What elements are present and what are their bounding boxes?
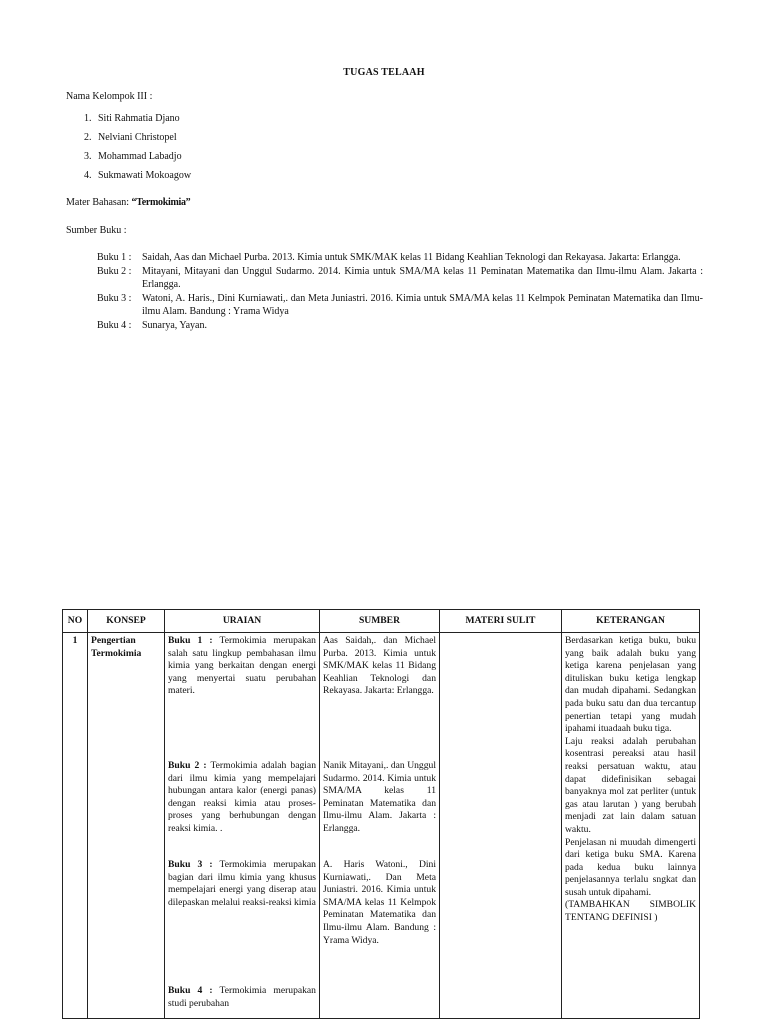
keterangan-entry: Penjelasan ni muudah dimengerti dari ketiga buku SMA. Karena pada kedua buku lainnya penjelasannya terlalu sngkat dan susah untuk dipahami.: [565, 836, 696, 898]
list-item: [84, 150, 191, 169]
table-row: [63, 633, 700, 1019]
source-label: Buku 1 :: [97, 252, 132, 263]
member-number: 4.: [84, 170, 92, 181]
sumber-entry: Nanik Mitayani,. dan Unggul Sudarmo. 2014. Kimia untuk SMA/MA kelas 11 Peminatan Matematika dan Ilmu-ilmu Alam. Jakarta : Erlangga.: [323, 760, 436, 834]
member-number: 3.: [84, 151, 92, 162]
source-text: Mitayani, Mitayani dan Unggul Sudarmo. 2014. Kimia untuk SMA/MA kelas 11 Peminatan Matematika dan Ilmu-ilmu Alam. Jakarta : Erlangga.: [142, 265, 703, 291]
analysis-table: [62, 609, 700, 1019]
member-name: Nelviani Christopel: [98, 132, 177, 143]
cell-sumber: [320, 633, 440, 1019]
col-header-no: NO: [63, 610, 88, 633]
keterangan-entry: Berdasarkan ketiga buku, buku yang baik adalah buku yang ketiga karena penjelasan yang dituliskan buku ketiga lengkap dan mudah dipahami. Sedangkan pada buku satu dan dua tercantup penertian tetapi yang mudah ipahami ituadaah buku tiga.: [565, 635, 696, 735]
uraian-entry: [168, 635, 316, 760]
source-text: Sunarya, Yayan.: [142, 319, 207, 331]
uraian-text: Termokimia merupakan salah satu lingkup pembahasan ilmu kimia yang berkaitan dengan energi yang menyertai suatu perubahan materi.: [168, 635, 316, 697]
topic-label: Mater Bahasan:: [66, 197, 132, 208]
cell-konsep: Pengertian Termokimia: [88, 633, 165, 1019]
source-item: [97, 319, 703, 333]
uraian-text: Termokimia merupakan bagian dari ilmu kimia yang khusus mempelajari energi yang diserap atau dilepaskan melalui reaksi-reaksi kimia: [168, 859, 316, 908]
uraian-text: Termokimia adalah bagian dari ilmu kimia yang mempelajari hubungan antara kalor (energi panas) dengan reaksi kimia atau proses-proses yang berhubungan dengan reaksi kimia. .: [168, 760, 316, 834]
group-label: Nama Kelompok III :: [66, 91, 153, 102]
col-header-uraian: URAIAN: [165, 610, 320, 633]
keterangan-entry: Laju reaksi adalah perubahan kosentrasi pereaksi atau hasil reaksi persatuan waktu, atau dapat didefinisikan sebagai banyaknya mol zat perliter (untuk gas atau larutan ) yang berubah menjadi zat lain dalam satuan waktu.: [565, 735, 696, 835]
list-item: [84, 112, 191, 131]
source-label: Buku 2 :: [97, 265, 132, 277]
member-name: Siti Rahmatia Djano: [98, 113, 180, 124]
source-label: Buku 3 :: [97, 292, 132, 304]
uraian-text: Termokimia merupakan studi perubahan: [168, 985, 316, 1009]
uraian-head: Buku 3 :: [168, 859, 213, 870]
sumber-entry: Aas Saidah,. dan Michael Purba. 2013. Kimia untuk SMK/MAK kelas 11 Bidang Keahlian Teknologi dan Rekayasa. Jakarta: Erlangga.: [323, 635, 436, 697]
source-text: Saidah, Aas dan Michael Purba. 2013. Kimia untuk SMK/MAK kelas 11 Bidang Keahlian Teknologi dan Rekayasa. Jakarta: Erlangga.: [142, 252, 681, 263]
source-item: [97, 251, 703, 265]
source-item: [97, 265, 703, 292]
cell-no: 1: [63, 633, 88, 1019]
member-number: 2.: [84, 132, 92, 143]
cell-keterangan: [562, 633, 700, 1019]
cell-materi-sulit: [440, 633, 562, 1019]
source-item: [97, 292, 703, 319]
member-name: Mohammad Labadjo: [98, 151, 182, 162]
topic-line: [66, 196, 190, 209]
uraian-head: Buku 2 :: [168, 760, 207, 771]
uraian-head: Buku 4 :: [168, 985, 213, 996]
member-list: [84, 112, 191, 188]
document-title: TUGAS TELAAH: [343, 67, 425, 78]
uraian-entry: [168, 985, 316, 1010]
list-item: [84, 169, 191, 188]
sumber-entry: A. Haris Watoni., Dini Kurniawati,. Dan Meta Juniastri. 2016. Kimia untuk SMA/MA kelas 11 Kelmpok Peminatan Matematika dan Ilmu-ilmu Alam. Bandung : Yrama Widya.: [323, 859, 436, 946]
sources-label: Sumber Buku :: [66, 225, 127, 236]
uraian-head: Buku 1 :: [168, 635, 213, 646]
source-list: [97, 251, 703, 333]
member-name: Sukmawati Mokoagow: [98, 170, 192, 181]
col-header-konsep: KONSEP: [88, 610, 165, 633]
member-number: 1.: [84, 113, 92, 124]
uraian-entry: [168, 760, 316, 859]
source-label: Buku 4 :: [97, 319, 132, 331]
table-header-row: [63, 610, 700, 633]
col-header-materi-sulit: MATERI SULIT: [440, 610, 562, 633]
topic-value: “Termokimia”: [131, 197, 191, 208]
col-header-keterangan: KETERANGAN: [562, 610, 700, 633]
keterangan-entry: (TAMBAHKAN SIMBOLIK TENTANG DEFINISI ): [565, 899, 696, 924]
cell-uraian: [165, 633, 320, 1019]
uraian-entry: [168, 859, 316, 985]
source-text: Watoni, A. Haris., Dini Kurniawati,. dan Meta Juniastri. 2016. Kimia untuk SMA/MA kelas 11 Kelmpok Peminatan Matematika dan Ilmu-ilmu Alam. Bandung : Yrama Widya: [142, 292, 703, 318]
list-item: [84, 131, 191, 150]
col-header-sumber: SUMBER: [320, 610, 440, 633]
